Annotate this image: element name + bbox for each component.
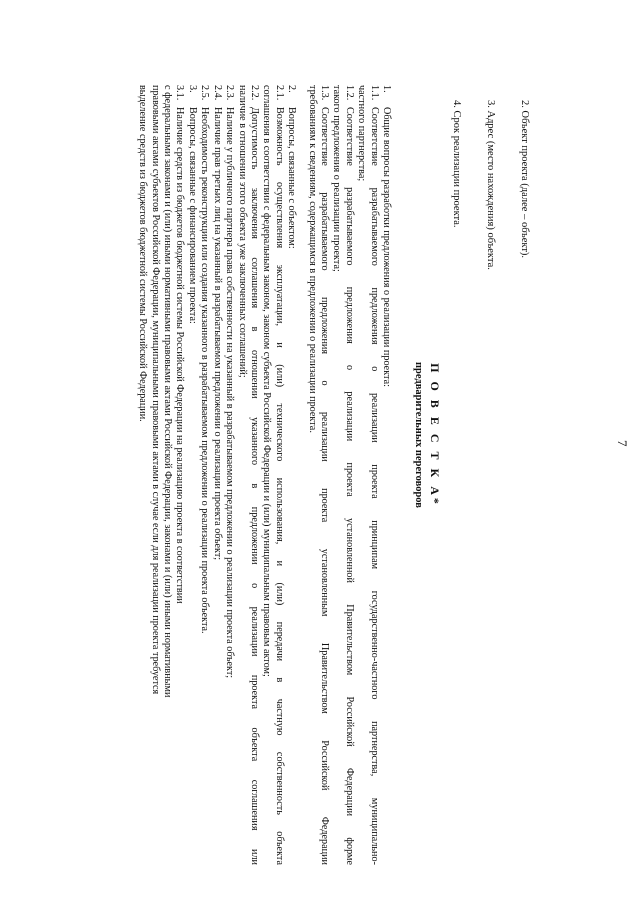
project-term-item: 4. Срок реализации проекта.	[451, 100, 462, 228]
item-3-1-cont-3: выделение средств из бюджетов бюджетной системы Российской Федерации.	[137, 85, 149, 422]
item-2-1: 2.1.Возможность осуществления эксплуатации, и (или) технического использования, и (или) передачи в частную собственность объекта	[273, 85, 285, 865]
item-3-1-cont-2: правовыми актами субъектов Российской Федерации, муниципальными правовыми актами в случае если для реализации проекта требуется	[149, 85, 161, 695]
agenda-title: П О В Е С Т К А*	[428, 363, 442, 507]
item-2-4: 2.4.Наличие прав третьих лиц на указанный в разрабатываемом предложении о реализации проекта объект;	[211, 85, 223, 561]
section-3-heading: 3.Вопросы, связанные с финансированием проекта:	[186, 85, 198, 324]
item-1-3: 1.3.Соответствие разрабатываемого предложения о реализации проекта установленным Правительством Российской Федерации	[318, 85, 330, 865]
item-3-1: 3.1.Наличие средств из бюджетов бюджетной системы Российской Федерации на реализацию проекта в соответствии	[174, 85, 186, 604]
project-object-item: 2. Объект проекта (далее – объект).	[519, 100, 530, 259]
agenda-subtitle: предварительных переговоров	[413, 362, 424, 508]
project-address-item: 3. Адрес (место нахождения) объекта.	[485, 100, 496, 270]
section-2-heading: 2.Вопросы, связанные с объектом:	[286, 85, 298, 249]
item-2-2: 2.2.Допустимость заключения соглашения в отношении указанного в предложении о реализации проекта объекта соглашения или	[248, 85, 260, 865]
item-1-1: 1.1.Соответствие разрабатываемого предложения о реализации проекта принципам государственно-частного партнерства, муниципально-	[368, 85, 380, 865]
section-gap	[297, 85, 305, 865]
page-number: 7	[615, 440, 630, 447]
item-1-1-cont: частного партнерства;	[356, 85, 368, 182]
agenda-body	[136, 85, 392, 865]
item-2-5: 2.5.Необходимость реконструкции или создания указанного в разрабатываемом предложении о реализации проекта объекта.	[199, 85, 211, 634]
item-2-1-cont: соглашения в соответствии с федеральным законом, законом субъекта Российской Федерации и (или) муниципальным правовым актом;	[261, 85, 273, 677]
item-1-2-cont: такого предложения о реализации проекта;	[331, 85, 343, 272]
item-1-2: 1.2.Соответствие разрабатываемого предложения о реализации проекта установленной Правительством Российской Федерации форме	[343, 85, 355, 865]
item-3-1-cont-1: с федеральными законами и (или) иными нормативными правовыми актами Российской Федерации, законами и (или) иными нормативными	[162, 85, 174, 698]
item-2-2-cont: наличие в отношении этого объекта уже заключенных соглашений;	[236, 85, 248, 378]
item-1-3-cont: требованиям к сведениям, содержащимся в предложении о реализации проекта.	[306, 85, 318, 433]
item-2-3: 2.3.Наличие у публичного партнера права собственности на указанный в разрабатываемом предложении о реализации проекта объект;	[224, 85, 236, 679]
section-1-heading: 1.Общие вопросы разработки предложения о реализации проекта:	[381, 85, 392, 387]
